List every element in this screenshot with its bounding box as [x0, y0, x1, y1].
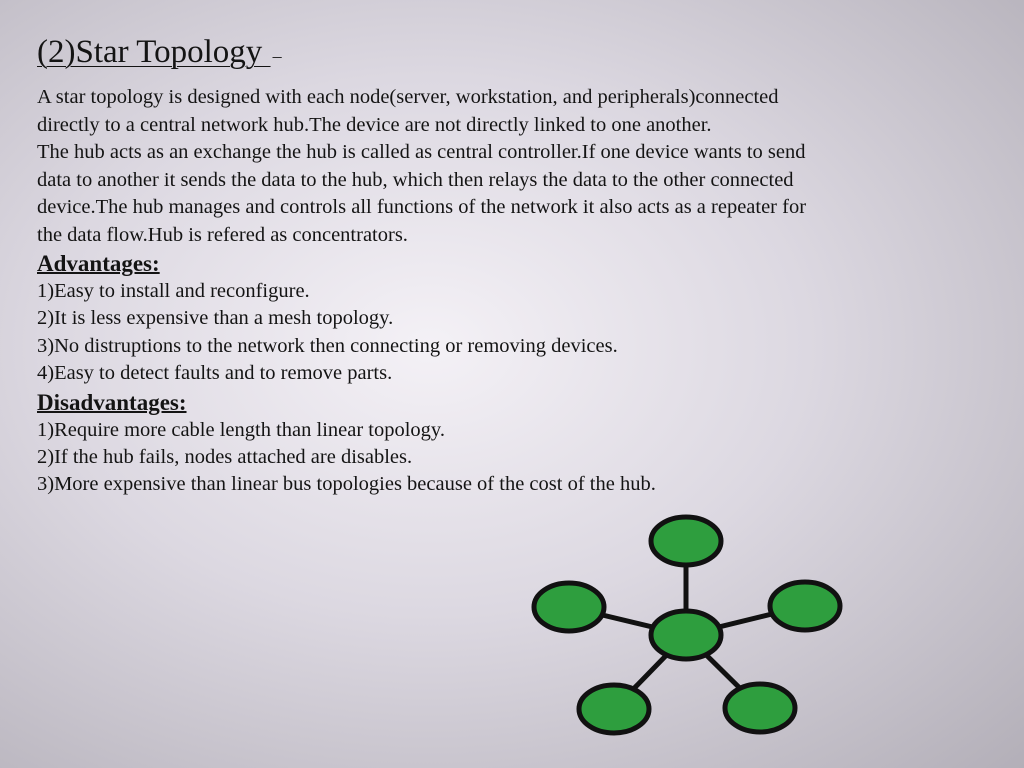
advantage-item: 4)Easy to detect faults and to remove parts. — [37, 362, 393, 385]
title-dash: – — [272, 46, 282, 66]
slide-body — [37, 82, 1012, 499]
node-top — [651, 517, 721, 565]
disadvantage-item: 2)If the hub fails, nodes attached are disables. — [37, 446, 413, 469]
node-left — [534, 583, 604, 631]
intro-line: The hub acts as an exchange the hub is called as central controller.If one device wants to send — [37, 141, 806, 164]
slide-title-text: (2)Star Topology — [37, 34, 271, 70]
disadvantage-item: 1)Require more cable length than linear topology. — [37, 418, 445, 441]
disadvantages-heading: Disadvantages: — [37, 389, 187, 415]
advantage-item: 1)Easy to install and reconfigure. — [37, 280, 310, 303]
disadvantage-item: 3)More expensive than linear bus topologies because of the cost of the hub. — [37, 473, 656, 496]
hub-node — [651, 611, 721, 659]
intro-line: directly to a central network hub.The device are not directly linked to one another. — [37, 114, 712, 136]
node-bottom-left — [579, 685, 649, 733]
star-topology-diagram — [526, 512, 846, 740]
intro-line: A star topology is designed with each node(server, workstation, and peripherals)connected — [37, 86, 779, 108]
disadvantages-list — [37, 417, 1012, 499]
advantages-heading: Advantages: — [37, 251, 160, 277]
advantage-item: 2)It is less expensive than a mesh topology. — [37, 307, 394, 330]
intro-line: device.The hub manages and controls all functions of the network it also acts as a repeater for — [37, 196, 807, 219]
node-right — [770, 582, 840, 630]
node-bottom-right — [725, 684, 795, 732]
intro-line: the data flow.Hub is refered as concentrators. — [37, 223, 408, 246]
nodes — [534, 517, 840, 733]
intro-paragraph — [37, 82, 1012, 249]
intro-line: data to another it sends the data to the hub, which then relays the data to the other connected — [37, 168, 794, 191]
advantage-item: 3)No distruptions to the network then connecting or removing devices. — [37, 334, 618, 357]
slide-title — [37, 30, 282, 78]
advantages-list — [37, 278, 1012, 388]
